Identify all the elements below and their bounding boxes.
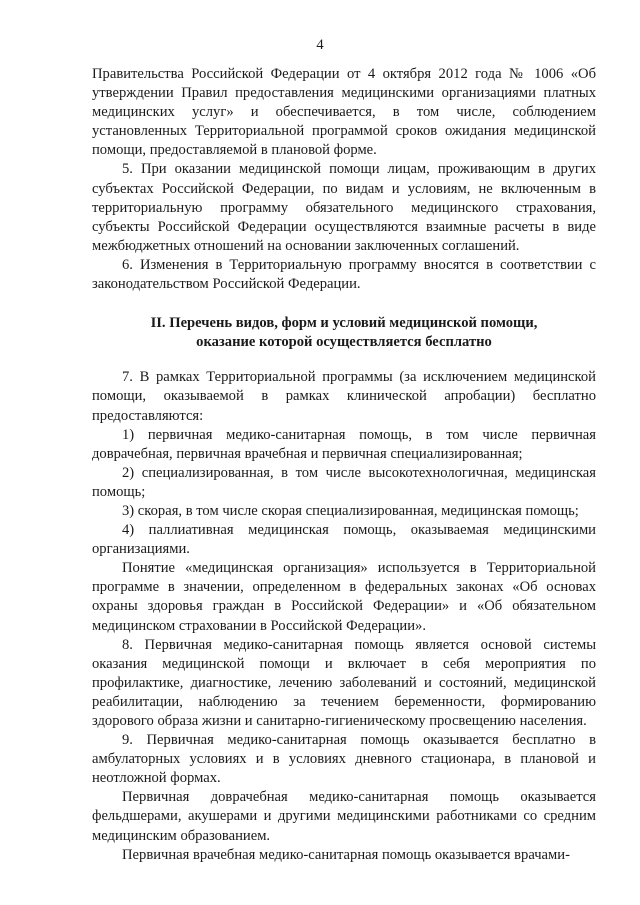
list-item-2: 2) специализированная, в том числе высокотехнологичная, медицинская помощь;: [92, 464, 596, 500]
document-body: [92, 65, 596, 865]
list-item-3: 3) скорая, в том числе скорая специализированная, медицинская помощь;: [122, 502, 579, 519]
section-heading-line-2: оказание которой осуществляется бесплатно: [196, 334, 492, 351]
paragraph-prehospital: Первичная доврачебная медико-санитарная помощь оказывается фельдшерами, акушерами и другими медицинскими работниками со средним медицинским образованием.: [92, 789, 596, 844]
list-item-1: 1) первичная медико-санитарная помощь, в том числе первичная доврачебная, первичная врачебная и первичная специализированная;: [92, 426, 596, 462]
paragraph-definition: Понятие «медицинская организация» используется в Территориальной программе в значении, определенном в федеральных законах «Об основах охраны здоровья граждан в Российской Федерации» и «Об обязательном медицинском страховании в Российской Федерации».: [92, 560, 596, 634]
section-heading-line-1: II. Перечень видов, форм и условий медицинской помощи,: [150, 315, 538, 332]
paragraph-5: 5. При оказании медицинской помощи лицам, проживающим в других субъектах Российской Федерации, по видам и условиям, не включенным в территориальную программу обязательного медицинского страхования, субъекты Российской Федерации осуществляются взаимные расчеты в виде межбюджетных отношений на основании заключенных соглашений.: [92, 161, 596, 254]
paragraph-6: 6. Изменения в Территориальную программу вносятся в соответствии с законодательством Российской Федерации.: [92, 256, 596, 293]
paragraph-7: 7. В рамках Территориальной программы (за исключением медицинской помощи, оказываемой в рамках клинической апробации) бесплатно предоставляются:: [92, 369, 596, 424]
paragraph-physician: Первичная врачебная медико-санитарная помощь оказывается врачами-: [122, 846, 570, 863]
list-item-4: 4) паллиативная медицинская помощь, оказываемая медицинскими организациями.: [92, 522, 596, 558]
paragraph-8: 8. Первичная медико-санитарная помощь является основой системы оказания медицинской помощи и включает в себя мероприятия по профилактике, диагностике, лечению заболеваний и состояний, медицинской реабилитации, наблюдению за течением беременности, формированию здорового образа жизни и санитарно-гигиеническому просвещению населения.: [92, 636, 596, 729]
page-number: 4: [316, 37, 324, 53]
section-heading: [92, 314, 596, 352]
paragraph: Правительства Российской Федерации от 4 октября 2012 года № 1006 «Об утверждении Правил предоставления медицинскими организациями платных медицинских услуг» и обеспечивается, в том числе, соблюдением установленных Территориальной программой сроков ожидания медицинской помощи, предоставляемой в плановой форме.: [92, 66, 596, 159]
paragraph-9: 9. Первичная медико-санитарная помощь оказывается бесплатно в амбулаторных условиях и в условиях дневного стационара, в плановой и неотложной формах.: [92, 732, 596, 787]
